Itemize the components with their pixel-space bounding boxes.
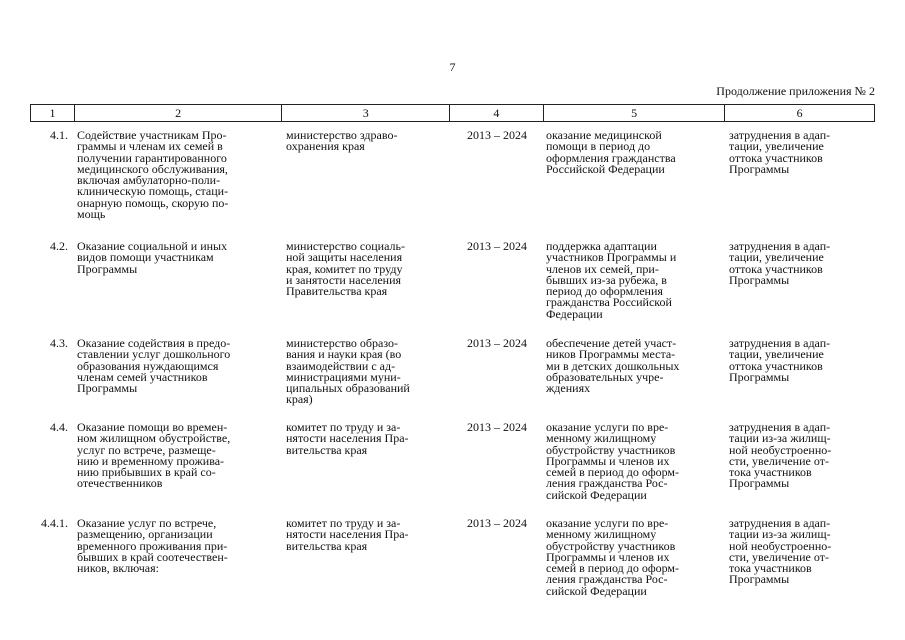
text-line: оттока участников	[729, 358, 823, 373]
text-line: менному жилищному	[546, 431, 657, 446]
text-line: мощь	[77, 207, 106, 222]
text-line: ном жилищном обустройстве,	[77, 431, 231, 446]
text-line: сийской Федерации	[546, 487, 647, 502]
text-line: Правительства края	[286, 284, 388, 299]
text-line: Оказание услуг по встрече,	[77, 516, 217, 530]
text-line: сти, увеличение от-	[729, 549, 829, 564]
text-line: ления гражданства Рос-	[546, 572, 668, 587]
result-cell	[544, 241, 726, 320]
header-col-6: 6	[796, 106, 803, 120]
table-row	[30, 241, 875, 320]
period-cell: 2013 – 2024	[467, 516, 527, 530]
text-line: оттока участников	[729, 150, 823, 165]
header-col-3: 3	[282, 105, 450, 121]
text-line: клиническую помощь, стаци-	[77, 184, 229, 199]
result-cell	[544, 130, 726, 220]
text-line: Программы	[77, 261, 138, 276]
text-line: Оказание помощи во времен-	[77, 420, 228, 434]
text-line: Программы и членов их	[546, 549, 670, 564]
text-line: затруднения в адап-	[729, 420, 831, 434]
text-line: менному жилищному	[546, 527, 657, 542]
text-line: и занятости населения	[286, 272, 402, 287]
text-line: комитет по труду и за-	[286, 516, 401, 530]
text-line: края)	[286, 392, 313, 407]
text-line: сти, увеличение от-	[729, 453, 829, 468]
text-line: Содействие участникам Про-	[77, 128, 227, 142]
text-line: оформления гражданства	[546, 150, 676, 165]
period-cell: 2013 – 2024	[467, 336, 527, 350]
text-line: размещению, организации	[77, 527, 213, 542]
result-cell	[544, 518, 726, 597]
text-line: участников Программы и	[546, 250, 677, 265]
activity-cell	[74, 422, 282, 501]
text-line: затруднения в адап-	[729, 336, 831, 350]
text-line: тации из-за жилищ-	[729, 431, 831, 446]
text-line: оказание услуги по вре-	[546, 516, 669, 530]
executor-cell	[282, 518, 450, 597]
text-line: охранения края	[286, 139, 365, 154]
text-line: ставлении услуг дошкольного	[77, 347, 231, 362]
activity-cell	[74, 338, 282, 406]
activity-cell	[74, 241, 282, 320]
header-col-2: 2	[75, 105, 283, 121]
text-line: онарную помощь, скорую по-	[77, 195, 229, 210]
text-line: тации из-за жилищ-	[729, 527, 831, 542]
text-line: нятости населения Пра-	[286, 527, 409, 542]
executor-cell	[282, 241, 450, 320]
text-line: граммы и членам их семей в	[77, 139, 223, 154]
text-line: бывших из-за рубежа, в	[546, 272, 667, 287]
appendix-note: Продолжение приложения № 2	[716, 84, 875, 98]
text-line: Российской Федерации	[546, 161, 665, 176]
text-line: образовательных учре-	[546, 369, 664, 384]
text-line: вительства края	[286, 442, 368, 457]
text-line: тока участников	[729, 561, 812, 576]
text-line: обеспечение детей участ-	[546, 336, 677, 350]
text-line: бывших в край соотечествен-	[77, 549, 228, 564]
row-number: 4.2.	[50, 239, 68, 253]
risk-cell	[726, 130, 875, 220]
table-row	[30, 338, 875, 406]
text-line: министерство социаль-	[286, 239, 405, 253]
text-line: членам семей участников	[77, 369, 208, 384]
result-cell	[544, 338, 726, 406]
row-number: 4.4.1.	[41, 516, 68, 530]
table-header	[30, 104, 875, 122]
text-line: помощи в период до	[546, 139, 651, 154]
page-number: 7	[449, 60, 456, 74]
text-line: комитет по труду и за-	[286, 420, 401, 434]
text-line: нятости населения Пра-	[286, 431, 409, 446]
text-line: оказание услуги по вре-	[546, 420, 669, 434]
text-line: затруднения в адап-	[729, 239, 831, 253]
text-line: видов помощи участникам	[77, 250, 214, 265]
executor-cell	[282, 130, 450, 220]
text-line: нию и временному прожива-	[77, 453, 225, 468]
text-line: Программы	[729, 161, 790, 176]
table-row	[30, 518, 875, 597]
text-line: ждениях	[546, 381, 591, 396]
period-cell: 2013 – 2024	[467, 239, 527, 253]
row-number: 4.3.	[50, 336, 68, 350]
text-line: ной необустроенно-	[729, 538, 832, 553]
executor-cell	[282, 338, 450, 406]
text-line: ной защиты населения	[286, 250, 403, 265]
risk-cell	[726, 241, 875, 320]
text-line: Программы	[77, 381, 138, 396]
text-line: поддержка адаптации	[546, 239, 657, 253]
row-number: 4.1.	[50, 128, 68, 142]
text-line: Программы	[729, 272, 790, 287]
text-line: Программы	[729, 476, 790, 491]
text-line: Программы	[729, 572, 790, 587]
text-line: взаимодействии с ад-	[286, 358, 396, 373]
text-line: услуг по встрече, размеще-	[77, 442, 216, 457]
text-line: ников, включая:	[77, 561, 159, 576]
text-line: образования нуждающимся	[77, 358, 219, 373]
text-line: обустройству участников	[546, 538, 676, 553]
table-row	[30, 130, 875, 220]
risk-cell	[726, 422, 875, 501]
text-line: Программы и членов их	[546, 453, 670, 468]
text-line: министерство образо-	[286, 336, 399, 350]
text-line: затруднения в адап-	[729, 516, 831, 530]
text-line: тации, увеличение	[729, 347, 824, 362]
text-line: период до оформления	[546, 284, 663, 299]
text-line: министрациями муни-	[286, 369, 401, 384]
text-line: обустройству участников	[546, 442, 676, 457]
text-line: семей в период до оформ-	[546, 465, 680, 480]
activity-cell	[74, 130, 282, 220]
result-cell	[544, 422, 726, 501]
text-line: получении гарантированного	[77, 150, 227, 165]
text-line: ной необустроенно-	[729, 442, 832, 457]
text-line: ми в детских дошкольных	[546, 358, 680, 373]
text-line: края, комитет по труду	[286, 261, 403, 276]
table-row	[30, 422, 875, 501]
text-line: Программы	[729, 369, 790, 384]
text-line: сийской Федерации	[546, 583, 647, 598]
text-line: затруднения в адап-	[729, 128, 831, 142]
text-line: Оказание содействия в предо-	[77, 336, 231, 350]
row-number: 4.4.	[50, 420, 68, 434]
text-line: оказание медицинской	[546, 128, 662, 142]
text-line: временного проживания при-	[77, 538, 228, 553]
text-line: министерство здраво-	[286, 128, 398, 142]
text-line: вания и науки края (во	[286, 347, 402, 362]
text-line: оттока участников	[729, 261, 823, 276]
period-cell: 2013 – 2024	[467, 128, 527, 142]
text-line: ления гражданства Рос-	[546, 476, 668, 491]
text-line: тации, увеличение	[729, 139, 824, 154]
header-col-4: 4	[450, 105, 544, 121]
text-line: медицинского обслуживания,	[77, 161, 228, 176]
text-line: Федерации	[546, 306, 603, 321]
text-line: гражданства Российской	[546, 295, 672, 310]
period-cell: 2013 – 2024	[467, 420, 527, 434]
risk-cell	[726, 338, 875, 406]
text-line: тока участников	[729, 465, 812, 480]
risk-cell	[726, 518, 875, 597]
text-line: вительства края	[286, 538, 368, 553]
text-line: Оказание социальной и иных	[77, 239, 228, 253]
text-line: ципальных образований	[286, 381, 410, 396]
activity-cell	[74, 518, 282, 597]
text-line: тации, увеличение	[729, 250, 824, 265]
text-line: ников Программы места-	[546, 347, 676, 362]
text-line: включая амбулаторно-поли-	[77, 173, 221, 188]
executor-cell	[282, 422, 450, 501]
header-col-5: 5	[544, 105, 726, 121]
text-line: членов их семей, при-	[546, 261, 659, 276]
text-line: нию прибывших в край со-	[77, 465, 216, 480]
text-line: отечественников	[77, 476, 163, 491]
text-line: семей в период до оформ-	[546, 561, 680, 576]
header-col-1: 1	[31, 105, 75, 121]
